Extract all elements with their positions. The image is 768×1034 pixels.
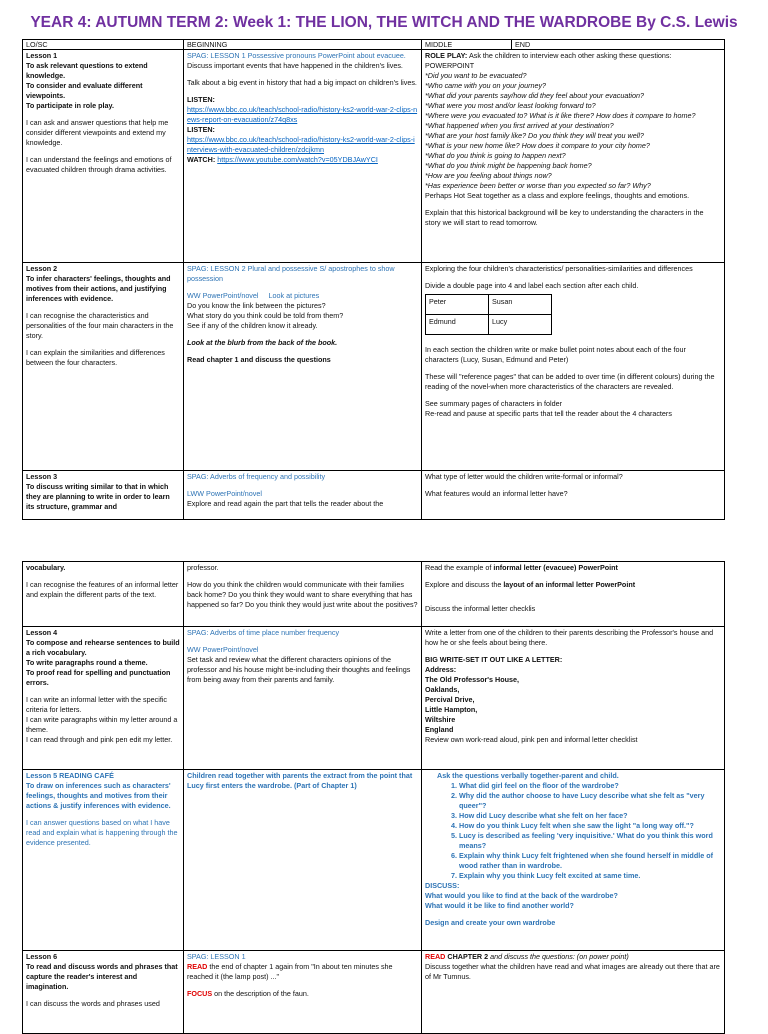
interview-question: *What happened when you first arrived at your destination? xyxy=(425,121,614,130)
lesson-3-row xyxy=(23,471,725,520)
lesson-4-row xyxy=(23,627,725,770)
header-row xyxy=(23,40,725,50)
lesson-5-sc: I can answer questions based on what I have read and explain what is happening through the evidence presented. xyxy=(26,818,178,847)
lesson-6-sc: I can discuss the words and phrases used xyxy=(26,999,160,1008)
address-line: The Old Professor's House, xyxy=(425,675,519,684)
reading-question: 7. Explain why you think Lucy felt excited at same time. xyxy=(459,871,721,881)
lesson-5-lo: To draw on inferences such as characters' feelings, thoughts and motives from their actions & justify inferences with evidence. xyxy=(26,781,171,810)
bbc-evacuation-news-link[interactable]: https://www.bbc.co.uk/teach/school-radio/history-ks2-world-war-2-clips-news-report-on-evacuation/z74q8xs xyxy=(187,105,418,124)
lesson-4-objectives xyxy=(23,627,184,770)
read-instruction: the end of chapter 1 again from "In about ten minutes she reached it (the lamp post) ..." xyxy=(187,962,393,981)
lesson-2-sc-2: I can explain the similarities and differences between the four characters. xyxy=(26,348,165,367)
layout-powerpoint: layout of an informal letter PowerPoint xyxy=(503,580,636,589)
lesson-6-objectives xyxy=(23,951,184,1034)
lesson-3-objectives xyxy=(23,471,184,520)
lesson-4-lo-3: To proof read for spelling and punctuation errors. xyxy=(26,668,171,687)
lesson-6-title: Lesson 6 xyxy=(26,952,58,961)
interview-question: *How are you feeling about things now? xyxy=(425,171,552,180)
lesson-3-explore: Explore and read again the part that tells the reader about the xyxy=(187,499,384,508)
big-write: BIG WRITE-SET IT OUT LIKE A LETTER: xyxy=(425,655,563,664)
reading-question: 4. How do you think Lucy felt when she saw the light "a long way off."? xyxy=(459,821,721,831)
discuss-2: What would it be like to find another world? xyxy=(425,901,574,910)
bbc-evacuated-children-link[interactable]: https://www.bbc.co.uk/teach/school-radio/history-ks2-world-war-2-clips-interviews-with-evacuated-children/zdcjkmn xyxy=(187,135,415,154)
lesson-4-middle-end xyxy=(422,627,725,770)
explain-text: Explain that this historical background will be key to understanding the characters in the story we will start to read tomorrow. xyxy=(425,208,704,227)
character-susan: Susan xyxy=(489,295,552,315)
lesson-1-sc-1: I can ask and answer questions that help me consider different viewpoints and extend my knowledge. xyxy=(26,118,169,147)
reading-question: 1. What did girl feel on the floor of the wardrobe? xyxy=(459,781,721,791)
lesson-3-beginning xyxy=(184,471,422,520)
read-keyword: READ xyxy=(425,952,446,961)
interview-question: *What are your host family like? Do you think they will treat you well? xyxy=(425,131,644,140)
hot-seat-text: Perhaps Hot Seat together as a class and explore feelings, thoughts and emotions. xyxy=(425,191,690,200)
character-peter: Peter xyxy=(426,295,489,315)
informal-letter-powerpoint: informal letter (evacuee) PowerPoint xyxy=(493,563,618,572)
lesson-1-lo-3: To participate in role play. xyxy=(26,101,114,110)
address-line: Percival Drive, xyxy=(425,695,475,704)
lesson-2-middle-end xyxy=(422,263,725,471)
interview-question: *What did your parents say/how did they feel about your evacuation? xyxy=(425,91,644,100)
interview-question: *What do you think might be happening back home? xyxy=(425,161,592,170)
lesson-3-m2: What features would an informal letter have? xyxy=(425,489,568,498)
m3-pre: Read the example of xyxy=(425,563,494,572)
lesson-1-beg-2: Talk about a big event in history that had a big impact on children's lives. xyxy=(187,78,417,87)
lesson-5-ask: Ask the questions verbally together-parent and child. xyxy=(437,771,619,780)
lesson-1-lo-2: To consider and evaluate different viewpoints. xyxy=(26,81,143,100)
lesson-3-sc-text: I can recognise the features of an informal letter and explain the different parts of the text. xyxy=(26,580,179,599)
lesson-3-lo: To discuss writing similar to that in which they are planning to write in order to learn its structure, grammar and xyxy=(26,482,170,511)
professor-text: professor. xyxy=(187,563,219,572)
interview-question: *What is your new home like? How does it compare to your city home? xyxy=(425,141,650,150)
header-beginning: BEGINNING xyxy=(184,40,422,50)
planning-table-page-2 xyxy=(22,561,725,1034)
reading-question: 2. Why did the author choose to have Lucy describe what she felt as "very queer"? xyxy=(459,791,721,811)
focus-instruction: on the description of the faun. xyxy=(212,989,309,998)
lesson-6-lo: To read and discuss words and phrases that capture the reader's interest and imagination. xyxy=(26,962,178,991)
role-play-label: ROLE PLAY: xyxy=(425,51,468,60)
re-read-text: Re-read and pause at specific parts that tell the reader about the 4 characters xyxy=(425,409,672,418)
planning-table-page-1 xyxy=(22,39,725,520)
lesson-1-spag: SPAG: LESSON 1 Possessive pronouns PowerPoint about evacuee. xyxy=(187,51,406,60)
lesson-6-spag: SPAG: LESSON 1 xyxy=(187,952,246,961)
interview-question: *What were you most and/or least looking forward to? xyxy=(425,101,596,110)
lesson-1-beg-1: Discuss important events that have happened in the children's lives. xyxy=(187,61,403,70)
lesson-1-objectives xyxy=(23,50,184,263)
how-communicate: How do you think the children would communicate with their families back home? Do you think they would want to share everything that has happened so far? Do you think they would just write about the positives? xyxy=(187,580,418,609)
lesson-4-title: Lesson 4 xyxy=(26,628,58,637)
lesson-2-spag: SPAG: LESSON 2 Plural and possessive S/ apostrophes to show possession xyxy=(187,264,395,283)
lesson-4-write: Write a letter from one of the children to their parents describing the Professor's house and how he or she feels about being there. xyxy=(425,628,714,647)
header-end: END xyxy=(512,40,725,50)
lesson-4-sc-1: I can write an informal letter with the specific criteria for letters. xyxy=(26,695,168,714)
interview-question: *Did you want to be evacuated? xyxy=(425,71,527,80)
address-line: Oaklands, xyxy=(425,685,460,694)
address-line: England xyxy=(425,725,454,734)
discuss-label: DISCUSS: xyxy=(425,881,460,890)
discuss-1: What would you like to find at the back of the wardrobe? xyxy=(425,891,618,900)
design-wardrobe: Design and create your own wardrobe xyxy=(425,918,556,927)
read-chapter-1: Read chapter 1 and discuss the questions xyxy=(187,355,331,364)
listen-label-2: LISTEN: xyxy=(187,125,215,134)
header-middle: MIDDLE xyxy=(422,40,512,50)
role-play-text: Ask the children to interview each other asking these questions: xyxy=(468,51,672,60)
lesson-5-read-together: Children read together with parents the extract from the point that Lucy first enters the wardrobe. (Part of Chapter 1) xyxy=(187,771,413,790)
address-line: Address: xyxy=(425,665,457,674)
lesson-2-q3: See if any of the children know it already. xyxy=(187,321,318,330)
lesson-6-middle-end xyxy=(422,951,725,1034)
lesson-4-lo-2: To write paragraphs round a theme. xyxy=(26,658,148,667)
lesson-6-row xyxy=(23,951,725,1034)
explore-characters: Exploring the four children's characteristics/ personalities-similarities and differences xyxy=(425,264,693,273)
address-line: Little Hampton, xyxy=(425,705,478,714)
listen-label-1: LISTEN: xyxy=(187,95,215,104)
lesson-4-lo-1: To compose and rehearse sentences to build a rich vocabulary. xyxy=(26,638,180,657)
character-grid xyxy=(425,294,552,335)
informal-letter-checklist: Discuss the informal letter checklis xyxy=(425,604,536,613)
lesson-2-q1: Do you know the link between the pictures? xyxy=(187,301,326,310)
lesson-5-objectives xyxy=(23,770,184,951)
lesson-3-sc xyxy=(23,562,184,627)
reading-question: 3. How did Lucy describe what she felt on her face? xyxy=(459,811,721,821)
reading-question: 6. Explain why think Lucy felt frightened when she found herself in middle of wood rather than in wardrobe. xyxy=(459,851,721,871)
lesson-3-title: Lesson 3 xyxy=(26,472,58,481)
lesson-5-beginning xyxy=(184,770,422,951)
look-at-pictures: Look at pictures xyxy=(268,291,320,300)
read-keyword: READ xyxy=(187,962,208,971)
youtube-link[interactable]: https://www.youtube.com/watch?v=05YDBJAwYCI xyxy=(217,155,378,164)
lesson-2-beginning xyxy=(184,263,422,471)
discuss-questions-powerpoint: and discuss the questions: (on power point) xyxy=(488,952,629,961)
blurb-text: Look at the blurb from the back of the book. xyxy=(187,338,338,347)
lesson-3-m1: What type of letter would the children write-formal or informal? xyxy=(425,472,623,481)
interview-question: *Where were you evacuated to? What is it like there? How does it compare to home? xyxy=(425,111,696,120)
role-play-powerpoint: POWERPOINT xyxy=(425,61,475,70)
focus-keyword: FOCUS xyxy=(187,989,213,998)
watch-label: WATCH: xyxy=(187,155,216,164)
mr-tumnus-discussion: Discuss together what the children have read and what images are already out there that are of Mr Tumnus. xyxy=(425,962,720,981)
lesson-2-sc-1: I can recognise the characteristics and personalities of the four main characters in the story. xyxy=(26,311,174,340)
section-notes: In each section the children write or make bullet point notes about each of the four characters (Lucy, Susan, Edmund and Peter) xyxy=(425,345,686,364)
lesson-2-row xyxy=(23,263,725,471)
page-title: YEAR 4: AUTUMN TERM 2: Week 1: THE LION, THE WITCH AND THE WARDROBE By C.S. Lewis xyxy=(30,14,738,31)
lesson-3-lo-cont: vocabulary. xyxy=(26,563,66,572)
interview-question: *What do you think is going to happen next? xyxy=(425,151,566,160)
interview-question: *Who came with you on your journey? xyxy=(425,81,547,90)
header-lo: LO/SC xyxy=(23,40,184,50)
lesson-1-middle-end xyxy=(422,50,725,263)
lesson-4-beginning xyxy=(184,627,422,770)
divide-page: Divide a double page into 4 and label each section after each child. xyxy=(425,281,639,290)
lesson-4-spag: SPAG: Adverbs of time place number frequency xyxy=(187,628,340,637)
chapter-2: CHAPTER 2 xyxy=(445,952,489,961)
character-lucy: Lucy xyxy=(489,315,552,335)
lesson-4-review: Review own work-read aloud, pink pen and informal letter checklist xyxy=(425,735,638,744)
lesson-1-beginning xyxy=(184,50,422,263)
lesson-3-spag: SPAG: Adverbs of frequency and possibility xyxy=(187,472,326,481)
lesson-5-question-list xyxy=(425,781,721,881)
ww-powerpoint: WW PowerPoint/novel xyxy=(187,291,259,300)
lesson-6-beginning xyxy=(184,951,422,1034)
character-edmund: Edmund xyxy=(426,315,489,335)
lesson-1-title: Lesson 1 xyxy=(26,51,58,60)
lesson-1-row xyxy=(23,50,725,263)
lesson-2-objectives xyxy=(23,263,184,471)
lesson-4-ww: WW PowerPoint/novel xyxy=(187,645,259,654)
lesson-3-continued-row xyxy=(23,562,725,627)
lesson-4-sc-2: I can write paragraphs within my letter around a theme. xyxy=(26,715,178,734)
reading-question: 5. Lucy is described as feeling 'very inquisitive.' What do you think this word means? xyxy=(459,831,721,851)
interview-question: *Has experience been better or worse than you expected so far? Why? xyxy=(425,181,651,190)
lesson-5-row xyxy=(23,770,725,951)
address-line: Wiltshire xyxy=(425,715,456,724)
lesson-2-lo: To infer characters' feelings, thoughts and motives from their actions, and justifying inferences with evidence. xyxy=(26,274,171,303)
lesson-1-lo-1: To ask relevant questions to extend knowledge. xyxy=(26,61,148,80)
lesson-3-beginning-cont xyxy=(184,562,422,627)
lesson-3-middle-cont xyxy=(422,562,725,627)
lww-powerpoint: LWW PowerPoint/novel xyxy=(187,489,262,498)
summary-pages: See summary pages of characters in folder xyxy=(425,399,563,408)
lesson-1-sc-2: I can understand the feelings and emotions of evacuated children through drama activities. xyxy=(26,155,172,174)
lesson-4-task: Set task and review what the different characters opinions of the professor and his house might be-including their thoughts and feelings from being away from their parents and family. xyxy=(187,655,411,684)
lesson-5-middle-end xyxy=(422,770,725,951)
lesson-3-middle-end xyxy=(422,471,725,520)
lesson-5-title: Lesson 5 READING CAFÉ xyxy=(26,771,114,780)
lesson-4-sc-3: I can read through and pink pen edit my letter. xyxy=(26,735,173,744)
lesson-2-title: Lesson 2 xyxy=(26,264,58,273)
lesson-2-q2: What story do you think could be told from them? xyxy=(187,311,344,320)
m4-pre: Explore and discuss the xyxy=(425,580,504,589)
reference-pages: These will "reference pages" that can be added to over time (in different colours) during the reading of the novel-when more characteristics of the characters are revealed. xyxy=(425,372,715,391)
